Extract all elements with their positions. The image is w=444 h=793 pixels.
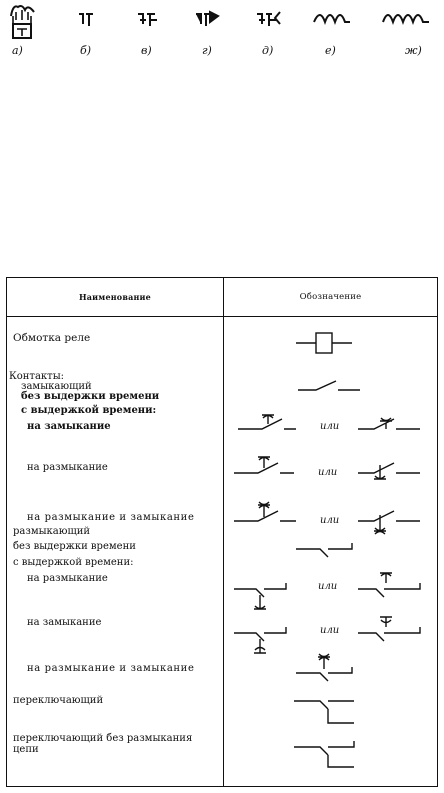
or-label: или (320, 625, 340, 636)
delayed-contact-symbol (195, 2, 221, 32)
break-delay-both-symbol (296, 654, 352, 681)
caption-b: б) (80, 44, 92, 57)
symbol-table (6, 277, 438, 787)
caption-zh: ж) (405, 44, 422, 57)
row-changeover-no-break: переключающий без размыкания цепи (13, 733, 193, 755)
caption-e: е) (325, 44, 336, 57)
or-label: или (318, 581, 338, 592)
caption-d: д) (262, 44, 274, 57)
break-delay-close-symbol-right (358, 617, 420, 641)
or-label: или (318, 467, 338, 478)
row-contacts: Контакты: (9, 371, 65, 382)
caption-g: г) (202, 44, 212, 57)
delay-close-symbol-left (238, 415, 296, 429)
row-make: замыкающий (21, 381, 92, 392)
row-changeover: переключающий (13, 695, 104, 706)
delay-both-symbol-right (358, 511, 420, 534)
row-with-delay: с выдержкой времени: (21, 405, 157, 416)
row-coil: Обмотка реле (13, 332, 91, 344)
row-break: размыкающий (13, 526, 91, 537)
make-contact-symbol (78, 2, 98, 32)
header-symbol: Обозначение (224, 278, 438, 317)
delay-both-symbol-left (234, 502, 296, 521)
inductor-3-loop-symbol (313, 2, 353, 32)
changeover-no-break-symbol (294, 741, 354, 767)
row-no-delay: без выдержки времени (21, 391, 160, 402)
row-break-with-delay: с выдержкой времени: (13, 557, 134, 568)
header-name: Наименование (7, 278, 224, 317)
break-contact-symbol (137, 2, 159, 32)
or-label: или (320, 421, 340, 432)
row-break-both: на размыкание и замыкание (27, 663, 195, 674)
coil-with-contact-symbol (8, 2, 38, 42)
row-break-no-delay: без выдержки времени (13, 541, 136, 552)
break-delay-open-symbol-left (234, 583, 286, 609)
caption-v: в) (141, 44, 152, 57)
delay-open-symbol-left (234, 457, 294, 473)
break-delay-close-symbol-left (234, 627, 286, 653)
row-break-on-close: на замыкание (27, 617, 102, 628)
symbol-figure-row (0, 0, 444, 70)
break-contact-symbol (296, 543, 352, 557)
names-column (7, 317, 224, 787)
break-delay-open-symbol-right (358, 573, 420, 597)
or-label: или (320, 515, 340, 526)
symbols-column (224, 317, 438, 787)
delay-open-symbol-right (358, 463, 420, 479)
delayed-break-contact-symbol (256, 2, 282, 32)
relay-coil-symbol (296, 333, 352, 353)
inductor-4-loop-symbol (382, 2, 432, 32)
row-delay-on-close: на замыкание (27, 421, 111, 432)
row-delay-on-open: на размыкание (27, 462, 108, 473)
changeover-symbol (294, 701, 354, 723)
row-break-on-open: на размыкание (27, 573, 108, 584)
symbols-drawing (224, 317, 438, 787)
caption-a: а) (12, 44, 23, 57)
row-delay-both: на размыкание и замыкание (27, 512, 195, 523)
make-contact-symbol (298, 381, 360, 390)
delay-close-symbol-right (358, 418, 420, 429)
